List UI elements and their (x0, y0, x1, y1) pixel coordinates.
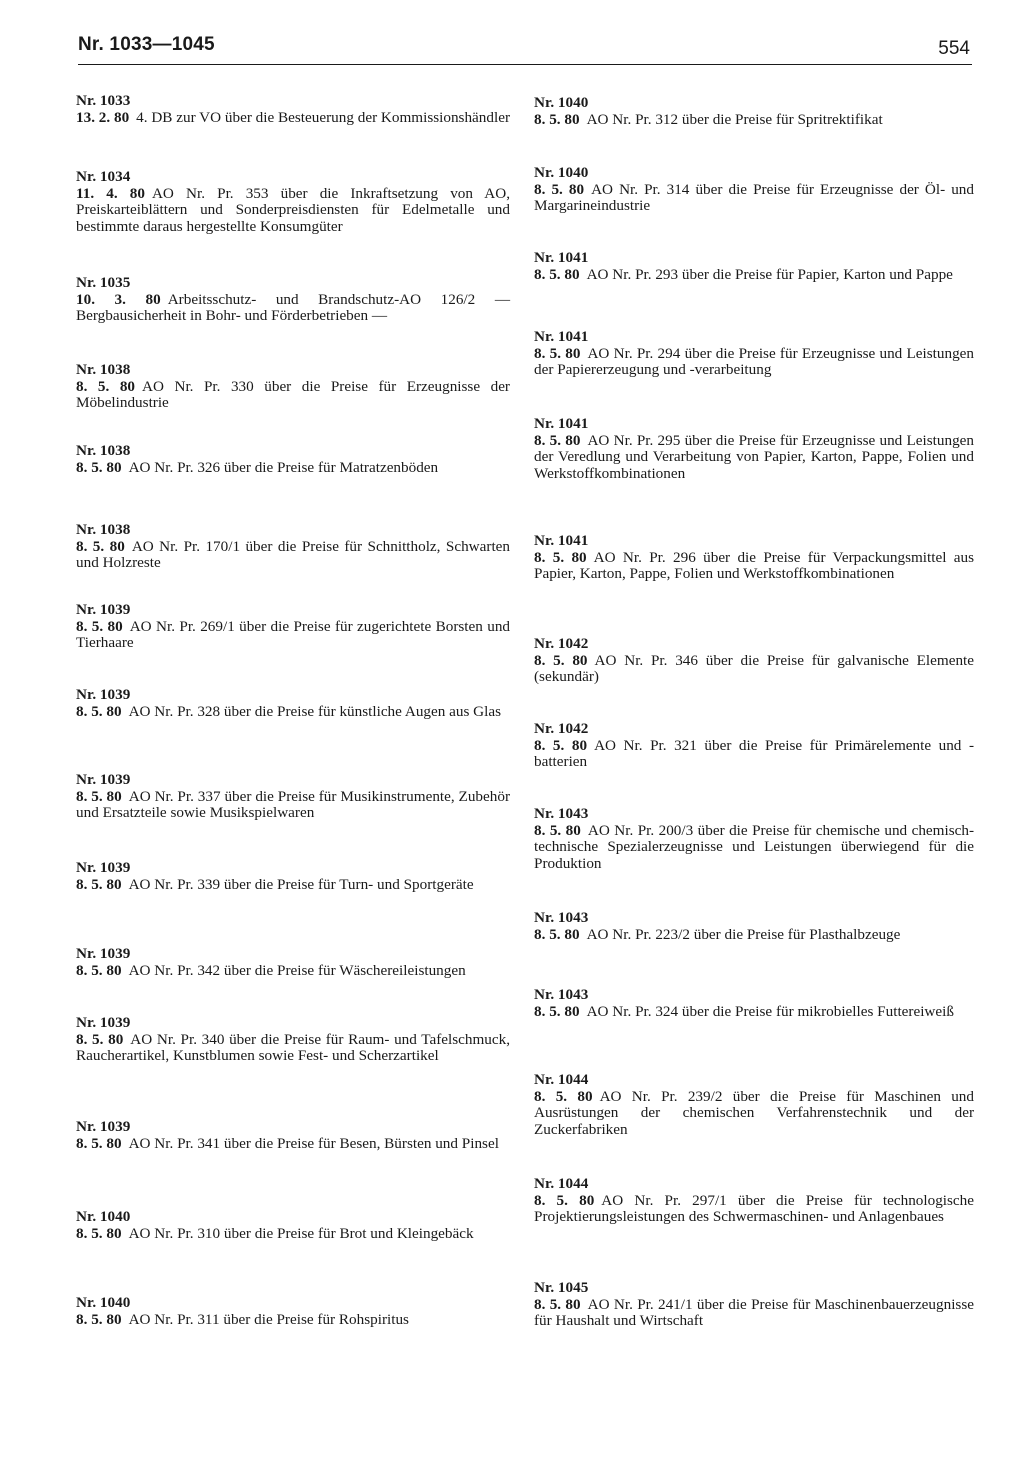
entry-title: 4. DB zur VO über die Besteuerung der Kommissionshändler (136, 108, 511, 126)
entry-text (534, 1004, 974, 1021)
entry-title: AO Nr. Pr. 326 über die Preise für Matratzenböden (128, 458, 439, 476)
entry-title: AO Nr. Pr. 346 über die Preise für galvanische Elemente (sekundär) (534, 651, 974, 685)
entry-date: 8. 5. 80 (534, 1002, 580, 1020)
entry-text (76, 619, 510, 652)
entry-number: Nr. 1038 (76, 361, 131, 378)
entry-text (76, 460, 510, 477)
entry-date: 8. 5. 80 (534, 925, 580, 943)
entry-date: 8. 5. 80 (534, 1087, 593, 1105)
entry-text (534, 927, 974, 944)
entry-number: Nr. 1033 (76, 92, 131, 109)
entry-number: Nr. 1034 (76, 168, 131, 185)
entry-number: Nr. 1042 (534, 720, 589, 737)
entry-date: 8. 5. 80 (76, 458, 122, 476)
entry (76, 1015, 510, 1119)
entry-number: Nr. 1038 (76, 442, 131, 459)
entry-date: 8. 5. 80 (534, 110, 580, 128)
entry-number: Nr. 1044 (534, 1071, 589, 1088)
entry-title: AO Nr. Pr. 328 über die Preise für künstliche Augen aus Glas (128, 702, 502, 720)
entry (534, 250, 974, 329)
entry-title: AO Nr. Pr. 314 über die Preise für Erzeugnisse der Öl- und Margarineindustrie (534, 180, 974, 214)
entry-title: AO Nr. Pr. 295 über die Preise für Erzeugnisse und Leistungen der Veredlung und Verarbeitung von Papier, Karton, Pappe, Folien und Werkstoffkombinationen (534, 431, 974, 482)
entry-number: Nr. 1043 (534, 986, 589, 1003)
entry-number: Nr. 1040 (76, 1294, 131, 1311)
entry-date: 8. 5. 80 (534, 180, 585, 198)
entry-date: 8. 5. 80 (534, 1295, 581, 1313)
entry-title: AO Nr. Pr. 239/2 über die Preise für Maschinen und Ausrüstungen der chemischen Verfahrenstechnik und der Zuckerfabriken (534, 1087, 974, 1138)
entry-date: 8. 5. 80 (76, 617, 123, 635)
entry-title: AO Nr. Pr. 294 über die Preise für Erzeugnisse und Leistungen der Papiererzeugung und -verarbeitung (534, 344, 974, 378)
entry-text (534, 433, 974, 483)
entry-number: Nr. 1041 (534, 532, 589, 549)
entry-date: 8. 5. 80 (534, 821, 581, 839)
entry-number: Nr. 1035 (76, 274, 131, 291)
entry-date: 8. 5. 80 (534, 265, 580, 283)
entry (534, 1176, 974, 1280)
entry-title: AO Nr. Pr. 200/3 über die Preise für chemische und chemisch-technische Spezialerzeugnisse und Leistungen überwiegend für die Produktion (534, 821, 974, 872)
entry-title: AO Nr. Pr. 170/1 über die Preise für Schnittholz, Schwarten und Holzreste (76, 537, 510, 571)
entry (534, 416, 974, 533)
entry-title: AO Nr. Pr. 223/2 über die Preise für Plasthalbzeuge (586, 925, 901, 943)
entry (76, 687, 510, 772)
entry-date: 8. 5. 80 (76, 1224, 122, 1242)
entry-title: Arbeitsschutz- und Brandschutz-AO 126/2 — Bergbausicherheit in Bohr- und Förderbetrieben — (76, 290, 511, 324)
entry-title: AO Nr. Pr. 312 über die Preise für Spritrektifikat (586, 110, 883, 128)
entry-text (534, 823, 974, 873)
entry-text (76, 110, 510, 127)
entry-date: 8. 5. 80 (76, 1134, 122, 1152)
entry-title: AO Nr. Pr. 241/1 über die Preise für Maschinenbauerzeugnisse für Haushalt und Wirtschaft (534, 1295, 974, 1329)
entry-date: 8. 5. 80 (76, 1310, 122, 1328)
entry-number: Nr. 1038 (76, 521, 131, 538)
entry-title: AO Nr. Pr. 296 über die Preise für Verpackungsmittel aus Papier, Karton, Pappe, Folien und Werkstoffkombinationen (534, 548, 975, 582)
entry (534, 910, 974, 987)
entry-date: 8. 5. 80 (76, 377, 136, 395)
entry-number: Nr. 1039 (76, 1118, 131, 1135)
entry-text (76, 789, 510, 822)
entry-number: Nr. 1041 (534, 328, 589, 345)
entry-date: 8. 5. 80 (534, 431, 581, 449)
entry-date: 13. 2. 80 (76, 108, 130, 126)
entry-number: Nr. 1043 (534, 805, 589, 822)
page-number: 554 (938, 38, 970, 59)
entry (76, 1209, 510, 1295)
entry (534, 1072, 974, 1176)
entry-number: Nr. 1041 (534, 249, 589, 266)
entry (534, 721, 974, 806)
entry (534, 636, 974, 721)
entry-date: 8. 5. 80 (76, 875, 122, 893)
entry-title: AO Nr. Pr. 342 über die Preise für Wäschereileistungen (128, 961, 466, 979)
entry (76, 522, 510, 602)
entry-text (534, 550, 974, 583)
entry-number: Nr. 1042 (534, 635, 589, 652)
running-head: Nr. 1033—1045 (78, 34, 215, 55)
entry-title: AO Nr. Pr. 339 über die Preise für Turn- und Sportgeräte (128, 875, 474, 893)
entry-title: AO Nr. Pr. 337 über die Preise für Musikinstrumente, Zubehör und Ersatzteile sowie Musikspielwaren (76, 787, 511, 821)
entry-date: 8. 5. 80 (534, 1191, 595, 1209)
entry-number: Nr. 1039 (76, 771, 131, 788)
entry-text (76, 539, 510, 572)
entry-number: Nr. 1039 (76, 945, 131, 962)
entry-text (534, 182, 974, 215)
entry-text (76, 186, 510, 236)
entry-date: 10. 3. 80 (76, 290, 161, 308)
right-column (534, 95, 974, 1330)
entry-date: 8. 5. 80 (76, 1030, 124, 1048)
entry-number: Nr. 1039 (76, 686, 131, 703)
entry (76, 1295, 510, 1328)
entry-date: 8. 5. 80 (534, 736, 588, 754)
entry-title: AO Nr. Pr. 353 über die Inkraftsetzung von AO, Preiskarteiblättern und Sonderpreisdiensten für Edelmetalle und bestimmte daraus hergestellte Konsumgüter (76, 184, 510, 235)
entry-text (534, 1193, 974, 1226)
entry-text (534, 346, 974, 379)
entry-number: Nr. 1040 (534, 164, 589, 181)
entry-text (76, 379, 510, 412)
entry-date: 11. 4. 80 (76, 184, 145, 202)
entry-title: AO Nr. Pr. 321 über die Preise für Primärelemente und -batterien (534, 736, 975, 770)
entry (534, 165, 974, 250)
entry-number: Nr. 1043 (534, 909, 589, 926)
entry (76, 169, 510, 275)
entry-number: Nr. 1039 (76, 1014, 131, 1031)
entry-number: Nr. 1041 (534, 415, 589, 432)
entry-text (534, 267, 974, 284)
entry (76, 362, 510, 443)
entry-number: Nr. 1040 (534, 94, 589, 111)
entry-text (76, 1136, 510, 1153)
entry-text (76, 877, 510, 894)
entry-title: AO Nr. Pr. 311 über die Preise für Rohspiritus (128, 1310, 409, 1328)
entry (76, 275, 510, 362)
entry-text (534, 1089, 974, 1139)
entry-text (76, 1226, 510, 1243)
entry-number: Nr. 1039 (76, 859, 131, 876)
entry-text (76, 1032, 510, 1065)
left-column (76, 93, 510, 1328)
entry-date: 8. 5. 80 (76, 537, 125, 555)
entry (76, 772, 510, 860)
entry (534, 329, 974, 416)
entry-text (76, 704, 510, 721)
entry (534, 95, 974, 165)
entry-text (534, 653, 974, 686)
entry (76, 93, 510, 169)
entry-title: AO Nr. Pr. 340 über die Preise für Raum- und Tafelschmuck, Raucherartikel, Kunstblumen sowie Fest- und Scherzartikel (76, 1030, 511, 1064)
entry-title: AO Nr. Pr. 293 über die Preise für Papier, Karton und Pappe (586, 265, 953, 283)
entry (534, 987, 974, 1072)
entry-number: Nr. 1045 (534, 1279, 589, 1296)
entry (76, 1119, 510, 1209)
page-header (78, 30, 972, 65)
entry-title: AO Nr. Pr. 324 über die Preise für mikrobielles Futtereiweiß (586, 1002, 954, 1020)
entry-number: Nr. 1044 (534, 1175, 589, 1192)
entry-title: AO Nr. Pr. 341 über die Preise für Besen, Bürsten und Pinsel (128, 1134, 499, 1152)
entry (534, 806, 974, 910)
entry-title: AO Nr. Pr. 297/1 über die Preise für technologische Projektierungsleistungen des Schwermaschinen- und Anlagenbaues (534, 1191, 975, 1225)
entry-title: AO Nr. Pr. 310 über die Preise für Brot und Kleingebäck (128, 1224, 474, 1242)
entry-text (76, 1312, 510, 1329)
entry-text (76, 963, 510, 980)
entry-date: 8. 5. 80 (76, 787, 122, 805)
entry-text (534, 112, 974, 129)
entry (76, 946, 510, 1015)
entry-date: 8. 5. 80 (534, 548, 587, 566)
entry-number: Nr. 1039 (76, 601, 131, 618)
entry (534, 1280, 974, 1330)
entry-date: 8. 5. 80 (76, 961, 122, 979)
entry-text (534, 1297, 974, 1330)
entry (534, 533, 974, 636)
entry-date: 8. 5. 80 (534, 651, 588, 669)
entry-number: Nr. 1040 (76, 1208, 131, 1225)
entry-title: AO Nr. Pr. 269/1 über die Preise für zugerichtete Borsten und Tierhaare (76, 617, 511, 651)
entry-date: 8. 5. 80 (76, 702, 122, 720)
entry (76, 860, 510, 946)
entry-text (76, 292, 510, 325)
entry-title: AO Nr. Pr. 330 über die Preise für Erzeugnisse der Möbelindustrie (76, 377, 510, 411)
entry (76, 443, 510, 522)
entry-date: 8. 5. 80 (534, 344, 581, 362)
entry-text (534, 738, 974, 771)
entry (76, 602, 510, 687)
